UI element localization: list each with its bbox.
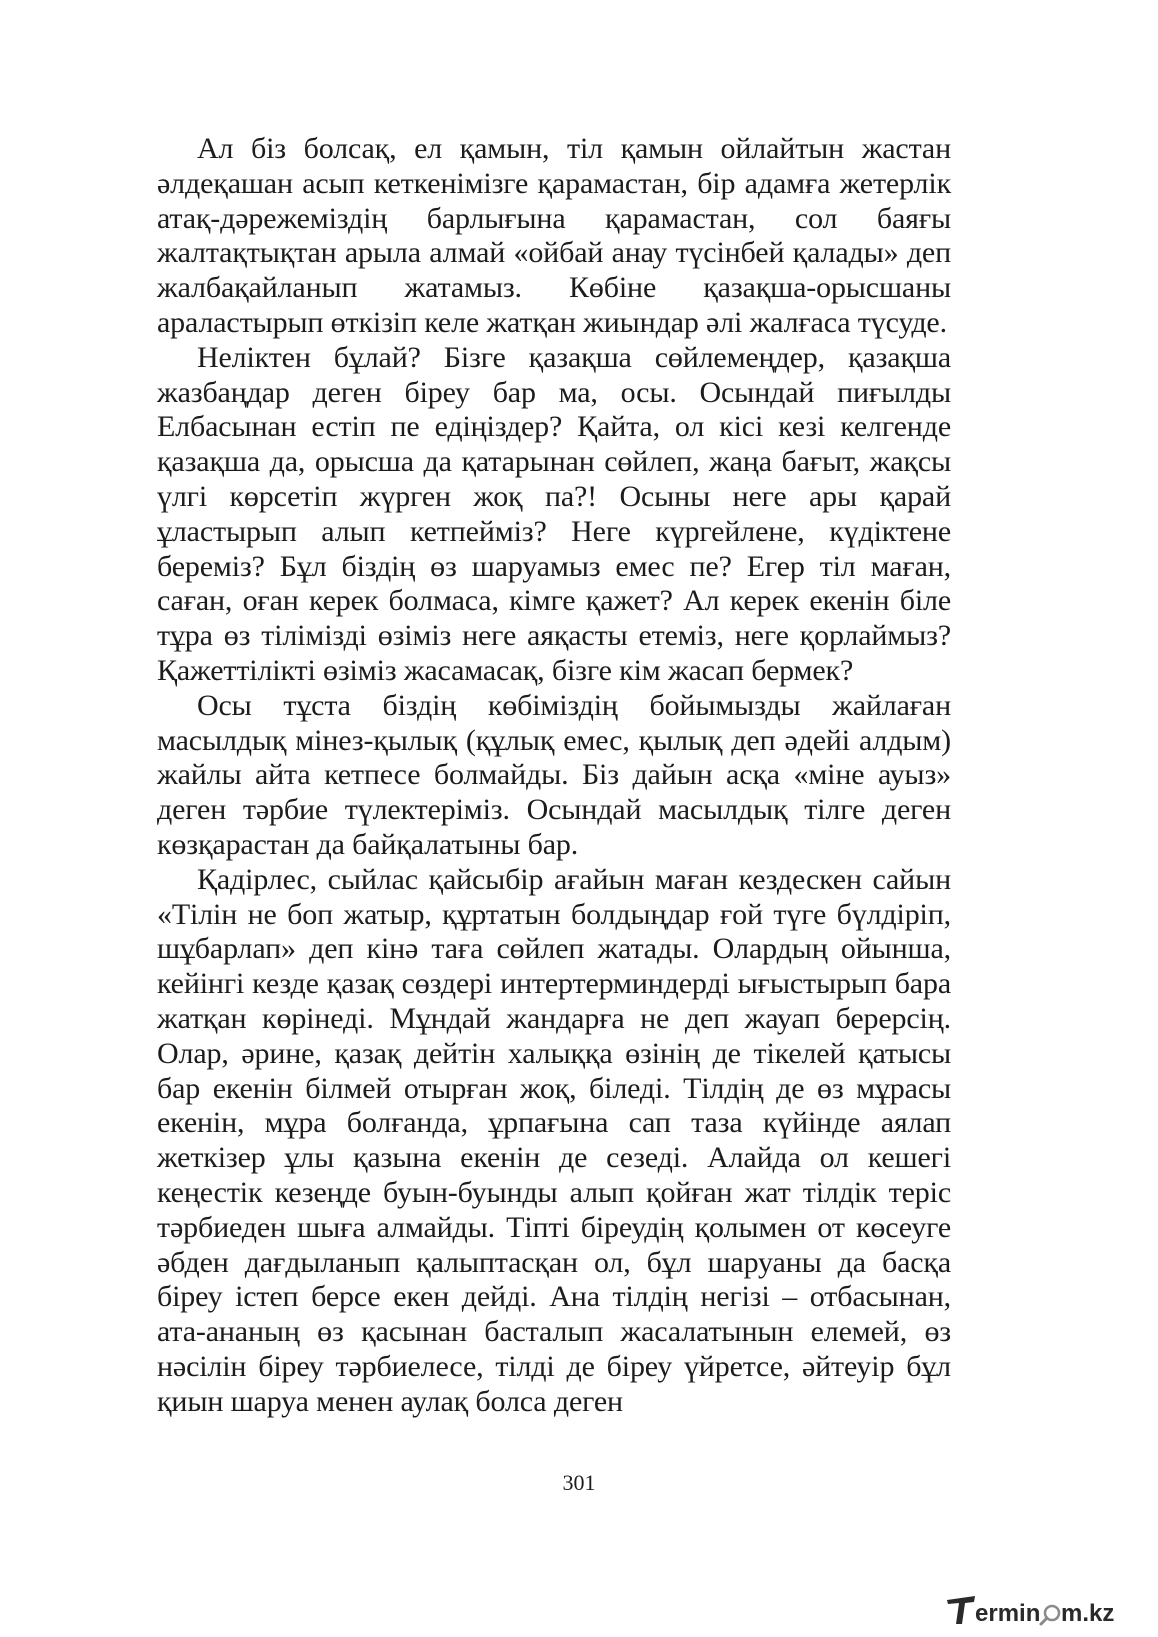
termincom-logo-icon xyxy=(945,1590,1150,1630)
body-text xyxy=(157,132,951,1419)
paragraph: Қадірлес, сыйлас қайсыбір ағайын маған кездескен сайын «Тілін не боп жатыр, құртатын болдыңдар ғой түге бүлдіріп, шұбарлап» деп кінә таға сөйлеп жатады. Олардың ойынша, кейінгі кезде қазақ сөздері интертерминдерді ығыстырып бара жатқан көрінеді. Мұндай жандарға не деп жауап берерсің. Олар, әрине, қазақ дейтін халыққа өзінің де тікелей қатысы бар екенін білмей отырған жоқ, біледі. Тілдің де өз мұрасы екенін, мұра болғанда, ұрпағына сап таза күйінде аялап жеткізер ұлы қазына екенін де сезеді. Алайда ол кешегі кеңестік кезеңде буын-буынды алып қойған жат тілдік теріс тәрбиеден шыға алмайды. Тіпті біреудің қолымен от көсеуге әбден дағдыланып қалыптасқан ол, бұл шаруаны да басқа біреу істеп берсе екен дейді. Ана тілдің негізі – отбасынан, ата-ананың өз қасынан басталып жасалатынын елемей, өз нәсілін біреу тәрбиелесе, тілді де біреу үйретсе, әйтеуір бұл қиын шаруа менен аулақ болса деген xyxy=(157,862,951,1418)
svg-text:m.kz: m.kz xyxy=(1061,1600,1115,1627)
watermark-logo xyxy=(945,1590,1150,1630)
svg-text:ermin: ermin xyxy=(975,1600,1041,1627)
page-number: 301 xyxy=(562,1470,596,1495)
paragraph: Неліктен бұлай? Бізге қазақша сөйлемеңдер, қазақша жазбаңдар деген біреу бар ма, осы. Осындай пиғылды Елбасынан естіп пе едіңіздер? Қайта, ол кісі кезі келгенде қазақша да, орысша да қатарынан сөйлеп, жаңа бағыт, жақсы үлгі көрсетіп жүрген жоқ па?! Осыны неге ары қарай ұластырып алып кетпейміз? Неге күргейлене, күдіктене береміз? Бұл біздің өз шаруамыз емес пе? Егер тіл маған, саған, оған керек болмаса, кімге қажет? Ал керек екенін біле тұра өз тілімізді өзіміз неге аяқасты етеміз, неге қорлаймыз? Қажеттілікті өзіміз жасамасақ, бізге кім жасап бермек? xyxy=(157,340,951,687)
paragraph: Осы тұста біздің көбіміздің бойымызды жайлаған масылдық мінез-қылық (құлық емес, қылық деп әдейі алдым) жайлы айта кетпесе болмайды. Біз дайын асқа «міне ауыз» деген тәрбие түлектеріміз. Осындай масылдық тілге деген көзқарастан да байқалатыны бар. xyxy=(157,688,951,861)
paragraph: Ал біз болсақ, ел қамын, тіл қамын ойлайтын жастан әлдеқашан асып кеткенімізге қарамастан, бір адамға жетерлік атақ-дәрежеміздің барлығына қарамастан, сол баяғы жалтақтықтан арыла алмай «ойбай анау түсінбей қалады» деп жалбақайланып жатамыз. Көбіне қазақша-орысшаны араластырып өткізіп келе жатқан жиындар әлі жалғаса түсуде. xyxy=(157,132,951,339)
